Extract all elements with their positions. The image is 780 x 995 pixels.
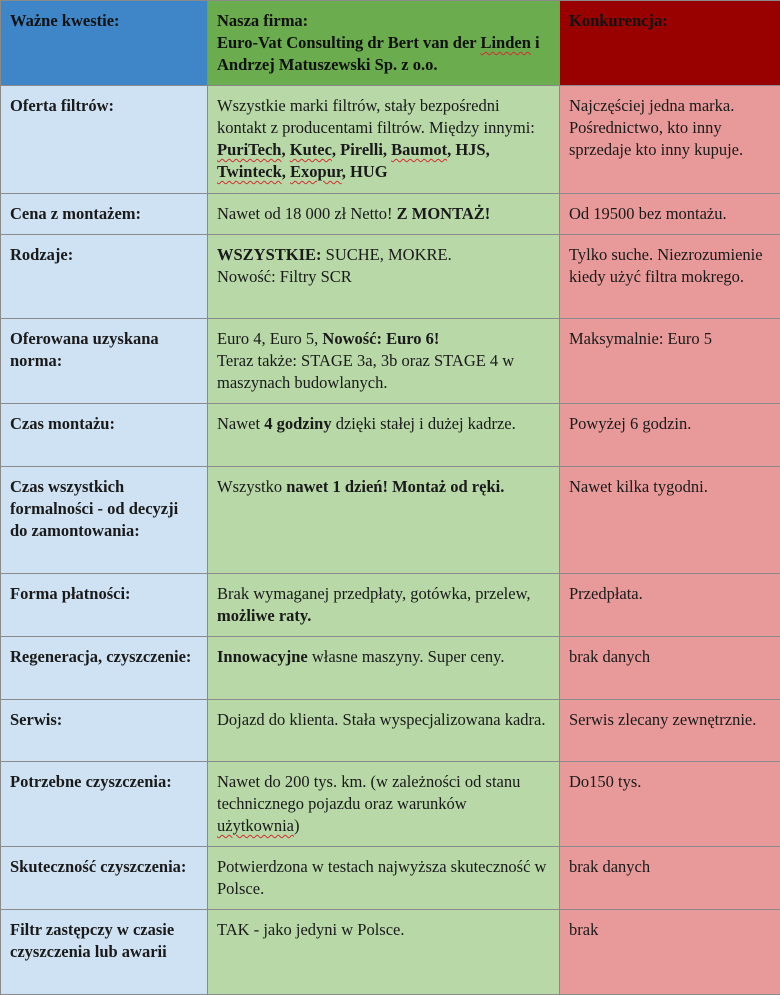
row-key: Czas montażu: [1, 404, 208, 467]
brand-name: Kutec [290, 140, 332, 159]
header-ours-line1: Nasza firma: [217, 11, 308, 30]
row-comp: brak danych [560, 847, 780, 910]
ours-text: ) [294, 816, 300, 835]
ours-bold: 4 godziny [264, 414, 331, 433]
row-key: Oferowana uzyskana norma: [1, 319, 208, 404]
header-comp-label: Konkurencja: [569, 11, 668, 30]
row-key: Potrzebne czyszczenia: [1, 762, 208, 847]
row-comp: Powyżej 6 godzin. [560, 404, 780, 467]
row-key: Filtr zastępczy w czasie czyszczenia lub awarii [1, 910, 208, 995]
brand-name: Baumot [391, 140, 447, 159]
row-key: Czas wszystkich formalności - od decyzji do zamontowania: [1, 467, 208, 574]
row-ours [208, 574, 560, 637]
brand-name: Twinteck [217, 162, 282, 181]
row-key: Forma płatności: [1, 574, 208, 637]
header-company-a: Euro-Vat Consulting dr Bert van der [217, 33, 480, 52]
ours-bold: możliwe raty. [217, 606, 311, 625]
brand-sep: , [282, 162, 290, 181]
row-comp: brak [560, 910, 780, 995]
ours-text: Wszystkie marki filtrów, stały bezpośredni kontakt z producentami filtrów. Między innymi: [217, 96, 535, 137]
brand-sep: , Pirelli, [332, 140, 391, 159]
ours-bold: Z MONTAŻ! [397, 204, 491, 223]
brand-name: PuriTech [217, 140, 281, 159]
row-comp: Serwis zlecany zewnętrznie. [560, 700, 780, 762]
header-row [1, 1, 780, 86]
row-key: Rodzaje: [1, 235, 208, 319]
ours-bold: WSZYSTKIE: [217, 245, 322, 264]
table-row [1, 574, 780, 637]
header-ours-cell [208, 1, 560, 86]
table-row [1, 700, 780, 762]
row-ours: Dojazd do klienta. Stała wyspecjalizowana kadra. [208, 700, 560, 762]
ours-text: Euro 4, Euro 5, [217, 329, 322, 348]
header-company-c: i Andrzej Matuszewski Sp. z o.o. [217, 33, 540, 74]
row-ours [208, 235, 560, 319]
ours-bold: Nowość: Euro 6! [322, 329, 439, 348]
table-row [1, 847, 780, 910]
row-ours [208, 319, 560, 404]
row-ours [208, 194, 560, 235]
ours-line2: Nowość: Filtry SCR [217, 267, 352, 286]
brand-name: Exopur [290, 162, 342, 181]
ours-bold: nawet 1 dzień! Montaż od ręki. [286, 477, 504, 496]
table-row [1, 467, 780, 574]
row-comp: brak danych [560, 637, 780, 700]
ours-text: dzięki stałej i dużej kadrze. [332, 414, 516, 433]
ours-text: Nawet od 18 000 zł Netto! [217, 204, 397, 223]
header-key-label: Ważne kwestie: [10, 11, 120, 30]
row-key: Skuteczność czyszczenia: [1, 847, 208, 910]
row-key: Oferta filtrów: [1, 86, 208, 194]
row-ours [208, 86, 560, 194]
header-comp-cell [560, 1, 780, 86]
row-ours [208, 404, 560, 467]
row-ours [208, 637, 560, 700]
ours-line2: Teraz także: STAGE 3a, 3b oraz STAGE 4 w maszynach budowlanych. [217, 351, 514, 392]
row-key: Serwis: [1, 700, 208, 762]
table-row [1, 762, 780, 847]
table-row [1, 235, 780, 319]
row-key: Cena z montażem: [1, 194, 208, 235]
row-comp: Do150 tys. [560, 762, 780, 847]
ours-text: własne maszyny. Super ceny. [308, 647, 505, 666]
row-key: Regeneracja, czyszczenie: [1, 637, 208, 700]
row-comp: Przedpłata. [560, 574, 780, 637]
header-company-b: Linden [480, 33, 530, 52]
table-row [1, 910, 780, 995]
table-row [1, 319, 780, 404]
misspelled-word: użytkownia [217, 816, 294, 835]
table-row [1, 637, 780, 700]
table-row [1, 86, 780, 194]
row-ours: TAK - jako jedyni w Polsce. [208, 910, 560, 995]
row-comp: Nawet kilka tygodni. [560, 467, 780, 574]
table-row [1, 194, 780, 235]
row-comp: Maksymalnie: Euro 5 [560, 319, 780, 404]
ours-text: Wszystko [217, 477, 286, 496]
brand-sep: , [281, 140, 289, 159]
row-ours: Potwierdzona w testach najwyższa skuteczność w Polsce. [208, 847, 560, 910]
brand-sep: , HJS, [447, 140, 490, 159]
ours-text: SUCHE, MOKRE. [322, 245, 452, 264]
ours-text: Brak wymaganej przedpłaty, gotówka, przelew, [217, 584, 531, 603]
row-comp: Najczęściej jedna marka. Pośrednictwo, kto inny sprzedaje kto inny kupuje. [560, 86, 780, 194]
header-key-cell [1, 1, 208, 86]
row-comp: Tylko suche. Niezrozumienie kiedy użyć filtra mokrego. [560, 235, 780, 319]
row-comp: Od 19500 bez montażu. [560, 194, 780, 235]
row-ours [208, 467, 560, 574]
ours-bold: Innowacyjne [217, 647, 308, 666]
table-row [1, 404, 780, 467]
ours-text: Nawet [217, 414, 264, 433]
row-ours [208, 762, 560, 847]
brand-sep: , HUG [342, 162, 388, 181]
ours-text: Nawet do 200 tys. km. (w zależności od stanu technicznego pojazdu oraz warunków [217, 772, 520, 813]
